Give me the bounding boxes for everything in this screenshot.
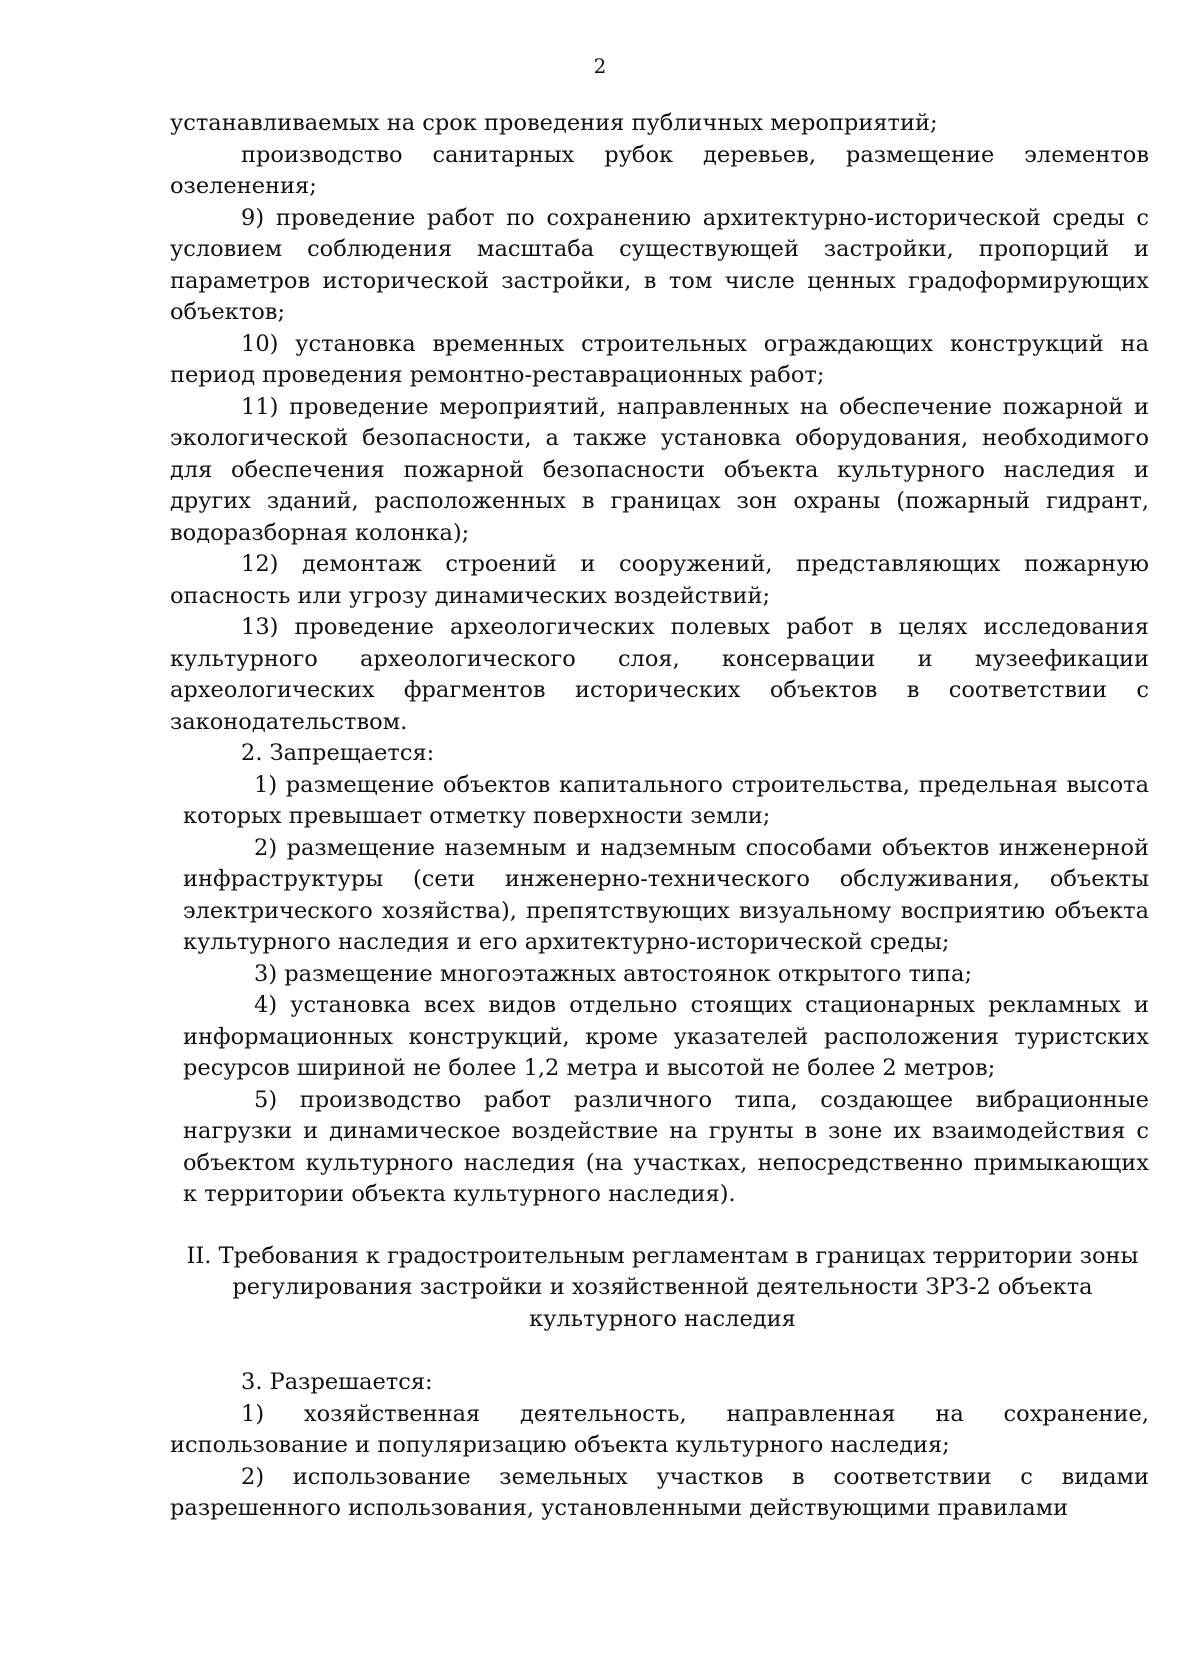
paragraphs-after — [170, 1367, 1149, 1525]
paragraph: 5) производство работ различного типа, создающее вибрационные нагрузки и динамическое воздействие на грунты в зоне их взаимодействия с объектом культурного наследия (на участках, непосредственно примыкающих к территории объекта культурного наследия). — [183, 1086, 1149, 1207]
paragraph: 12) демонтаж строений и сооружений, представляющих пожарную опасность или угрозу динамических воздействий; — [170, 551, 1149, 609]
paragraph: 2. Запрещается: — [241, 740, 435, 766]
paragraph: 3. Разрешается: — [241, 1369, 433, 1395]
document-body — [170, 108, 1149, 1525]
paragraph: 3) размещение многоэтажных автостоянок открытого типа; — [254, 960, 973, 987]
paragraph: 11) проведение мероприятий, направленных на обеспечение пожарной и экологической безопасности, а также установка оборудования, необходимого для обеспечения пожарной безопасности объекта культурного наследия и других зданий, расположенных в границах зон охраны (пожарный гидрант, водоразборная колонка); — [170, 393, 1149, 546]
paragraph: 1) хозяйственная деятельность, направленная на сохранение, использование и популяризацию объекта культурного наследия; — [170, 1400, 1149, 1458]
paragraph: 10) установка временных строительных ограждающих конструкций на период проведения ремонтно-реставрационных работ; — [170, 330, 1149, 388]
page-number: 2 — [593, 54, 607, 78]
paragraph: 4) установка всех видов отдельно стоящих стационарных рекламных и информационных конструкций, кроме указателей расположения туристских ресурсов шириной не более 1,2 метра и высотой не более 2 метров; — [183, 992, 1149, 1081]
paragraphs-before — [170, 108, 1149, 1211]
section-heading: II. Требования к градостроительным регламентам в границах территории зоны регулирования застройки и хозяйственной деятельности ЗРЗ-2 объекта культурного наследия — [186, 1242, 1139, 1332]
paragraph: 1) размещение объектов капитального строительства, предельная высота которых превышает отметку поверхности земли; — [183, 771, 1149, 829]
paragraph: 9) проведение работ по сохранению архитектурно-исторической среды с условием соблюдения масштаба существующей застройки, пропорций и параметров исторической застройки, в том числе ценных градоформирующих объектов; — [170, 204, 1149, 325]
paragraph: производство санитарных рубок деревьев, размещение элементов озеленения; — [170, 141, 1149, 199]
paragraph: 2) размещение наземным и надземным способами объектов инженерной инфраструктуры (сети инженерно-технического обслуживания, объекты электрического хозяйства), препятствующих визуальному восприятию объекта культурного наследия и его архитектурно-исторической среды; — [183, 834, 1149, 955]
paragraph: 13) проведение археологических полевых работ в целях исследования культурного археологического слоя, консервации и музеефикации археологических фрагментов исторических объектов в соответствии с законодательством. — [170, 614, 1149, 735]
paragraph: устанавливаемых на срок проведения публичных мероприятий; — [170, 110, 938, 136]
paragraph: 2) использование земельных участков в соответствии с видами разрешенного использования, установленными действующими правилами — [170, 1463, 1149, 1521]
